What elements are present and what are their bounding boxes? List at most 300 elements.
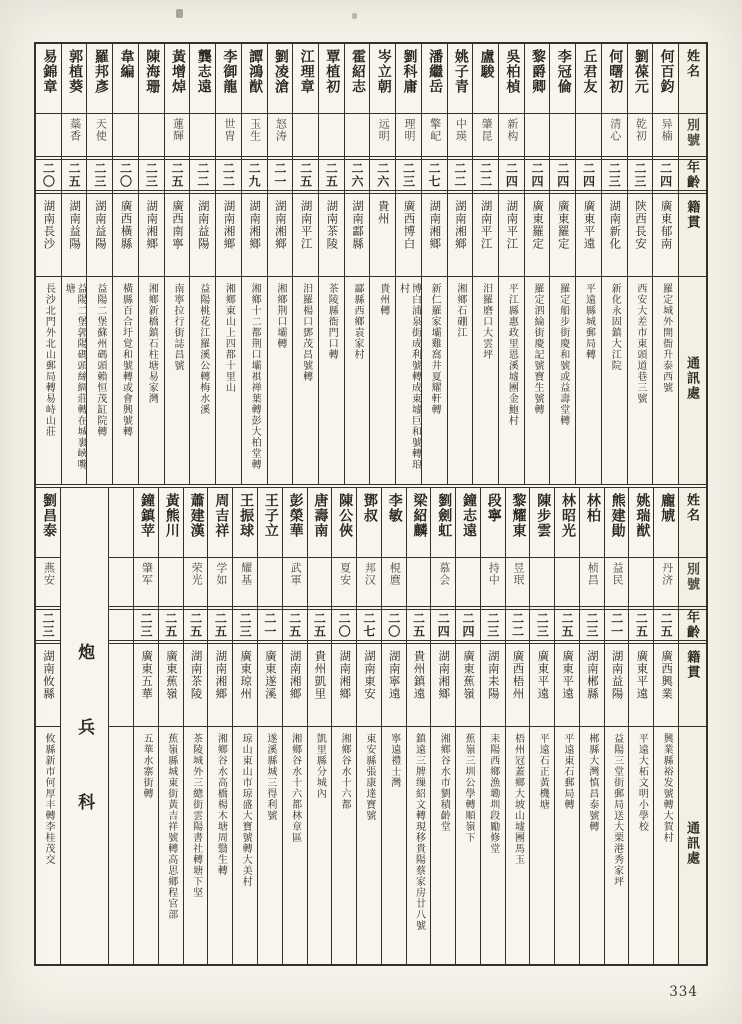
header-native-place-text: 籍貫: [685, 200, 701, 230]
person-name-text: 何百鈞: [658, 49, 674, 94]
person-native-place-text: 貴州凱里: [313, 650, 326, 700]
person-alias: [233, 558, 257, 610]
person-name: [506, 488, 530, 558]
person-native-place-text: 廣東羅定: [531, 200, 544, 250]
person-name-text: 陳公俠: [337, 493, 353, 538]
person-native-place: [605, 644, 629, 727]
person-age: [319, 160, 344, 194]
person-name: [332, 488, 356, 558]
person-alias: [448, 114, 473, 160]
person-address-text: 湘鄉谷水十六都: [339, 733, 351, 810]
person-age-text: 二三: [92, 162, 107, 188]
person-address-text: 興業縣裕发號轉大賀村: [661, 733, 673, 843]
person-alias: [629, 558, 653, 610]
person-age: [165, 160, 190, 194]
person-native-place-text: 湖南湘鄉: [428, 200, 441, 250]
person-name: [36, 488, 60, 558]
person-alias-text: 丹济: [660, 562, 673, 586]
person-name-text: 林柏: [584, 493, 600, 523]
person-name: [550, 44, 575, 114]
person-name-text: 黃增焯: [169, 49, 185, 94]
person-native-place: [448, 194, 473, 277]
person-native-place: [431, 644, 455, 727]
person-name: [242, 44, 267, 114]
person-column: [381, 488, 406, 964]
person-age-text: 二四: [530, 162, 545, 188]
person-address-text: 羅定泗綸街慶記號寶生號轉: [532, 283, 544, 415]
person-name-text: 段寧: [485, 493, 501, 523]
person-age: [139, 160, 164, 194]
person-alias: [530, 558, 554, 610]
header-address-text: 通訊處: [685, 356, 700, 401]
person-age: [407, 610, 431, 644]
person-alias-text: 耀基: [239, 562, 252, 586]
person-column: [356, 488, 381, 964]
person-name: [184, 488, 208, 558]
person-age: [36, 160, 61, 194]
person-alias: [159, 558, 183, 610]
person-alias: [345, 114, 370, 160]
person-age-text: 二四: [436, 612, 451, 638]
person-column: [112, 44, 138, 484]
person-age-text: 二四: [581, 162, 596, 188]
person-age-text: 二四: [504, 162, 519, 188]
person-alias: [36, 558, 60, 610]
person-address: [233, 727, 257, 964]
person-native-place-text: 廣東羅定: [556, 200, 569, 250]
person-address: [576, 277, 601, 484]
person-alias: [422, 114, 447, 160]
person-alias: [242, 114, 267, 160]
person-address: [473, 277, 498, 484]
person-age: [293, 160, 318, 194]
person-name-text: 龔志遠: [195, 49, 211, 94]
person-age-text: 二七: [361, 612, 376, 638]
person-address-text: 梧州冠蓋鄉大坡山墟團馬玉: [512, 733, 524, 865]
person-age-text: 二五: [634, 612, 649, 638]
person-column: [447, 44, 473, 484]
person-name: [283, 488, 307, 558]
person-age-text: 二六: [350, 162, 365, 188]
person-native-place: [134, 644, 158, 727]
person-column: [406, 488, 431, 964]
person-alias-text: 乾初: [634, 118, 647, 142]
person-native-place-text: 湖南新化: [608, 200, 621, 250]
person-address: [407, 727, 431, 964]
person-age-text: 二〇: [337, 612, 352, 638]
person-address-text: 貴州轉: [377, 283, 389, 316]
person-alias: [628, 114, 653, 160]
header-address: [679, 277, 706, 484]
person-name-text: 李御龍: [221, 49, 237, 94]
person-age-text: 二〇: [118, 162, 133, 188]
person-native-place-text: 廣東平遠: [582, 200, 595, 250]
person-native-place-text: 湖南攸縣: [42, 650, 54, 700]
person-address-text: 平遠大柘文明小學校: [636, 733, 648, 832]
person-address: [431, 727, 455, 964]
person-address: [550, 277, 575, 484]
person-alias-text: 益民: [611, 562, 624, 586]
person-name: [473, 44, 498, 114]
person-native-place: [242, 194, 267, 277]
scan-speck: [352, 13, 357, 19]
person-alias-text: 梘麿: [388, 562, 401, 586]
person-address-text: 寧遠禮士灣: [388, 733, 400, 788]
person-name-text: 何曙初: [607, 49, 623, 94]
person-native-place: [233, 644, 257, 727]
person-name-text: 林昭光: [560, 493, 576, 538]
person-name-text: 郭植葵: [67, 49, 83, 94]
person-address-text: 湘鄉東山上四都十里山: [223, 283, 235, 393]
person-address-text: 南寧拉行街誌昌號: [171, 283, 183, 371]
person-column: [36, 44, 61, 484]
person-age: [308, 610, 332, 644]
person-name-text: 黎爵卿: [530, 49, 546, 94]
scan-speck: [176, 9, 183, 18]
person-native-place-text: 廣西橫縣: [119, 200, 132, 250]
person-native-place-text: 湖南湘鄉: [288, 650, 301, 700]
person-alias: [605, 558, 629, 610]
person-alias: [109, 558, 133, 610]
person-alias-text: 异楠: [660, 118, 673, 142]
person-age: [242, 160, 267, 194]
person-alias: [332, 558, 356, 610]
person-alias: [36, 114, 61, 160]
person-name-text: 譚鴻猷: [247, 49, 263, 94]
person-alias-text: 蘂香: [68, 118, 81, 142]
person-column: [292, 44, 318, 484]
person-column: [604, 488, 629, 964]
person-native-place-text: 湖南湘鄉: [248, 200, 261, 250]
person-alias-text: 清心: [608, 118, 621, 142]
header-name-text: 姓名: [685, 49, 700, 79]
person-age: [216, 160, 241, 194]
person-column: [430, 488, 455, 964]
person-age-text: 二二: [221, 162, 236, 188]
person-alias: [370, 114, 395, 160]
person-native-place: [370, 194, 395, 277]
person-age-text: 二〇: [386, 612, 401, 638]
person-native-place: [332, 644, 356, 727]
person-alias: [216, 114, 241, 160]
person-age-text: 二二: [510, 612, 525, 638]
person-age-text: 二三: [584, 612, 599, 638]
person-age-text: 二二: [478, 162, 493, 188]
person-alias: [357, 558, 381, 610]
person-native-place-text: 湖南酃縣: [351, 200, 364, 250]
person-name-text: 周吉祥: [213, 493, 229, 538]
person-alias: [407, 558, 431, 610]
person-native-place-text: 貴州鎮遠: [412, 650, 425, 700]
person-address-text: 西安大差市東頭道巷三號: [634, 283, 646, 404]
person-native-place: [36, 644, 60, 727]
person-column: [652, 44, 678, 484]
person-column: [183, 488, 208, 964]
person-address: [208, 727, 232, 964]
person-native-place-text: 廣東蕉嶺: [164, 650, 177, 700]
person-age: [258, 610, 282, 644]
person-age-text: 二五: [188, 612, 203, 638]
person-native-place-text: 湖南湘鄉: [453, 200, 466, 250]
person-name: [602, 44, 627, 114]
person-alias: [550, 114, 575, 160]
person-name: [456, 488, 480, 558]
person-name-text: 劉劍虹: [436, 493, 452, 538]
person-native-place-text: 廣東平遠: [561, 650, 574, 700]
person-address: [113, 277, 138, 484]
person-address-text: 平遠縣城郵局轉: [583, 283, 595, 360]
person-native-place: [629, 644, 653, 727]
person-alias: [481, 558, 505, 610]
person-alias: [473, 114, 498, 160]
person-name-text: 李冠倫: [555, 49, 571, 94]
header-address-text: 通訊處: [685, 821, 700, 866]
person-alias: [431, 558, 455, 610]
person-address-text: 茶陵縣衙門口轉: [326, 283, 338, 360]
person-address: [139, 277, 164, 484]
person-alias-text: 新构: [505, 118, 518, 142]
person-native-place-text: 廣西興業: [660, 650, 673, 700]
person-alias-text: 肇军: [140, 562, 153, 586]
person-native-place-text: 陝西長安: [633, 200, 646, 250]
person-address-text: 湘鄉荆口壩轉: [274, 283, 286, 349]
person-name-text: 劉科庸: [401, 49, 417, 94]
person-address: [654, 727, 678, 964]
person-native-place: [576, 194, 601, 277]
person-age-text: 二五: [67, 162, 82, 188]
person-name-text: 鐘志遠: [460, 493, 476, 538]
person-age: [184, 610, 208, 644]
person-address: [345, 277, 370, 484]
person-alias: [555, 558, 579, 610]
person-native-place-text: 湖南耒陽: [486, 650, 499, 700]
person-address: [293, 277, 318, 484]
person-address: [396, 277, 421, 484]
person-name: [134, 488, 158, 558]
header-alias-text: 別號: [685, 562, 700, 592]
person-native-place: [653, 194, 678, 277]
person-alias: [653, 114, 678, 160]
person-address: [319, 277, 344, 484]
person-native-place: [293, 194, 318, 277]
person-name: [628, 44, 653, 114]
person-native-place: [530, 644, 554, 727]
person-native-place-text: 湖南益陽: [196, 200, 209, 250]
person-address: [268, 277, 293, 484]
person-native-place-text: 湖南長沙: [42, 200, 55, 250]
person-address: [36, 277, 61, 484]
person-native-place: [62, 194, 87, 277]
person-alias: [62, 114, 87, 160]
person-address: [165, 277, 190, 484]
person-age: [62, 160, 87, 194]
person-native-place: [258, 644, 282, 727]
person-address: [448, 277, 473, 484]
person-column: [241, 44, 267, 484]
person-column: [575, 44, 601, 484]
person-name: [431, 488, 455, 558]
person-address-text: 橫縣百合圩覚和號轉或會興號轉: [120, 283, 132, 437]
person-age: [370, 160, 395, 194]
person-address: [530, 727, 554, 964]
person-native-place-text: 廣東郁南: [659, 200, 672, 250]
person-name-text: 劉昌泰: [40, 493, 56, 538]
person-address: [308, 727, 332, 964]
person-native-place-text: 湖南平江: [479, 200, 492, 250]
person-column: [282, 488, 307, 964]
page-number: 334: [669, 984, 698, 1000]
person-address: [216, 277, 241, 484]
person-alias: [396, 114, 421, 160]
person-address: [422, 277, 447, 484]
person-native-place-text: 湖南郴縣: [585, 650, 598, 700]
person-name: [357, 488, 381, 558]
person-age-text: 二五: [298, 162, 313, 188]
person-age-text: 二五: [411, 612, 426, 638]
person-column: [627, 44, 653, 484]
person-name: [629, 488, 653, 558]
person-age: [473, 160, 498, 194]
person-age: [208, 610, 232, 644]
person-address-text: 湘鄉谷水高橋楊木塘周翳生轉: [215, 733, 227, 876]
person-column: [36, 488, 60, 964]
person-column: [498, 44, 524, 484]
person-age-text: 二五: [324, 162, 339, 188]
person-name-text: 王子立: [262, 493, 278, 538]
person-name: [499, 44, 524, 114]
person-native-place-text: 廣東琼州: [239, 650, 252, 700]
person-column: [395, 44, 421, 484]
person-age-text: 二三: [144, 162, 159, 188]
person-column: [133, 488, 158, 964]
person-address: [555, 727, 579, 964]
header-name-text: 姓名: [685, 493, 700, 523]
person-native-place: [580, 644, 604, 727]
person-address-text: 益陽三堂街郵局送大栗港秀家坪: [611, 733, 623, 887]
person-name: [345, 44, 370, 114]
person-age-text: 二七: [427, 162, 442, 188]
person-name: [396, 44, 421, 114]
person-native-place-text: 湖南湘鄉: [222, 200, 235, 250]
person-column: [421, 44, 447, 484]
person-native-place-text: 湖南茶陵: [189, 650, 202, 700]
person-native-place: [139, 194, 164, 277]
person-native-place: [190, 194, 215, 277]
person-column: [524, 44, 550, 484]
person-column: [257, 488, 282, 964]
person-address: [283, 727, 307, 964]
person-native-place-text: 廣西梧州: [511, 650, 524, 700]
person-column: [267, 44, 293, 484]
person-alias-text: 武軍: [289, 562, 302, 586]
person-name: [113, 44, 138, 114]
person-alias: [268, 114, 293, 160]
header-age-text: 年齡: [685, 160, 700, 190]
person-address-text: 凱里縣分城內: [314, 733, 326, 799]
person-alias-text: 玉生: [248, 118, 261, 142]
person-alias-text: 肇昆: [480, 118, 493, 142]
person-column: [138, 44, 164, 484]
person-name-text: 黃熊川: [163, 493, 179, 538]
person-column: [628, 488, 653, 964]
person-address: [525, 277, 550, 484]
person-age: [499, 160, 524, 194]
person-address-text: 博白浦泉街成利號轉成東墟巨和號轉琅村: [397, 283, 421, 470]
person-name: [654, 488, 678, 558]
person-native-place: [109, 644, 133, 727]
person-name-text: 龐虓: [659, 493, 675, 523]
person-name: [139, 44, 164, 114]
person-native-place: [396, 194, 421, 277]
person-age-text: 二三: [238, 612, 253, 638]
person-native-place: [550, 194, 575, 277]
person-native-place: [422, 194, 447, 277]
person-native-place-text: 廣東平遠: [536, 650, 549, 700]
person-column: [480, 488, 505, 964]
person-address-text: 湘鄉石硼江: [454, 283, 466, 338]
person-column: [653, 488, 678, 964]
person-alias: [293, 114, 318, 160]
person-column: [307, 488, 332, 964]
person-age-text: 二三: [632, 162, 647, 188]
person-age: [576, 160, 601, 194]
person-address: [629, 727, 653, 964]
person-alias: [576, 114, 601, 160]
person-address: [481, 727, 505, 964]
person-native-place: [165, 194, 190, 277]
person-age-text: 二二: [195, 162, 210, 188]
person-name-text: 江理章: [298, 49, 314, 94]
person-address: [357, 727, 381, 964]
person-age: [268, 160, 293, 194]
person-address-text: 平江縣惠政里恩溪墟團金鮑村: [506, 283, 518, 426]
person-age: [530, 610, 554, 644]
person-age-text: 二三: [401, 162, 416, 188]
person-age: [550, 160, 575, 194]
person-native-place-text: 湖南平江: [299, 200, 312, 250]
person-address-text: 汨羅楊口鄧茂昌號轉: [300, 283, 312, 382]
person-age-text: 二五: [659, 612, 674, 638]
person-age: [629, 610, 653, 644]
person-alias: [456, 558, 480, 610]
person-name-text: 丘君友: [581, 49, 597, 94]
person-age: [190, 160, 215, 194]
person-age: [602, 160, 627, 194]
person-alias: [319, 114, 344, 160]
person-column: [529, 488, 554, 964]
person-name-text: 羅邦彥: [92, 49, 108, 94]
person-age-text: 二五: [312, 612, 327, 638]
header-native-place: [679, 194, 706, 277]
person-address: [190, 277, 215, 484]
person-age-text: 二一: [262, 612, 277, 638]
person-name-text: 易錦章: [41, 49, 57, 94]
person-column: [86, 44, 112, 484]
person-age-text: 二三: [139, 612, 154, 638]
person-alias: [283, 558, 307, 610]
person-name: [370, 44, 395, 114]
person-alias-text: 远明: [377, 118, 390, 142]
person-name: [422, 44, 447, 114]
person-address-text: 汨羅磨口大雲坪: [480, 283, 492, 360]
person-address-text: 蕉嶺縣城東街黃吉祥號轉高思鄉程官部: [165, 733, 177, 920]
person-alias-text: 持中: [487, 562, 500, 586]
person-native-place: [208, 644, 232, 727]
header-age: [679, 610, 706, 644]
person-native-place: [308, 644, 332, 727]
person-native-place: [382, 644, 406, 727]
person-name: [448, 44, 473, 114]
